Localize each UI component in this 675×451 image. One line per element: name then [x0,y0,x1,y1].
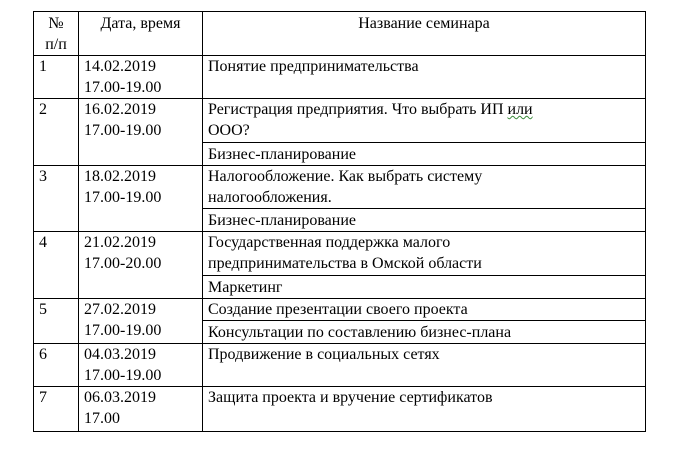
seminar-title [203,344,646,387]
seminar-schedule-table [33,11,646,432]
seminar-title-line: Продвижение в социальных сетях [208,346,440,363]
table-row [34,344,646,387]
seminar-title-line: Понятие предпринимательства [208,58,419,75]
table-row [34,56,646,99]
table-row [34,387,646,432]
seminar-title-line: Государственная поддержка малого [208,234,451,251]
table-row [34,99,646,143]
seminar-title-line: Налогообложение. Как выбрать систему [208,168,483,185]
seminar-title-line: Создание презентации своего проекта [208,301,468,318]
row-date: 27.02.2019 [84,301,156,318]
seminar-title [203,143,646,166]
row-date: 21.02.2019 [84,234,156,251]
row-number: 5 [34,299,79,344]
row-number: 7 [34,387,79,432]
header-date: Дата, время [79,12,203,56]
row-time: 17.00-19.00 [84,79,162,96]
seminar-title [203,276,646,299]
seminar-title [203,232,646,276]
seminar-title [203,387,646,432]
seminar-title-line: ООО? [208,122,250,139]
row-time: 17.00 [84,410,120,427]
seminar-title [203,321,646,344]
table-row [34,166,646,209]
seminar-title-line: Бизнес-планирование [208,146,357,163]
header-number-line-1: № [48,15,64,32]
row-time: 17.00-19.00 [84,122,162,139]
row-date: 18.02.2019 [84,168,156,185]
table-row [34,299,646,321]
seminar-title-line: Консультации по составлению бизнес-плана [208,324,512,341]
seminar-title-line [208,99,640,120]
row-time: 17.00-19.00 [84,367,162,384]
seminar-title [203,299,646,321]
row-date: 14.02.2019 [84,58,156,75]
row-number: 3 [34,166,79,232]
seminar-title-line: Бизнес-планирование [208,212,357,229]
row-datetime [79,232,203,299]
row-number: 6 [34,344,79,387]
seminar-title-line-text: Регистрация предприятия. Что выбрать ИП или [208,101,533,118]
table-header-row [34,12,646,56]
seminar-title [203,99,646,143]
row-number: 4 [34,232,79,299]
row-time: 17.00-20.00 [84,255,162,272]
row-date: 04.03.2019 [84,346,156,363]
seminar-title-line: налогообложения. [208,189,332,206]
header-number [34,12,79,56]
seminar-title [203,56,646,99]
seminar-title [203,209,646,232]
row-date: 16.02.2019 [84,101,156,118]
row-datetime [79,387,203,432]
row-time: 17.00-19.00 [84,189,162,206]
header-title: Название семинара [203,12,646,56]
row-time: 17.00-19.00 [84,322,162,339]
row-datetime [79,299,203,344]
row-date: 06.03.2019 [84,389,156,406]
header-number-line-2: п/п [45,36,67,53]
row-datetime [79,99,203,166]
table-row [34,232,646,276]
seminar-title-line: Маркетинг [208,279,283,296]
row-datetime [79,56,203,99]
row-datetime [79,166,203,232]
row-number: 2 [34,99,79,166]
seminar-title-line: предпринимательства в Омской области [208,255,482,272]
row-datetime [79,344,203,387]
seminar-title-line: Защита проекта и вручение сертификатов [208,389,493,406]
row-number: 1 [34,56,79,99]
seminar-title [203,166,646,209]
spellcheck-marked-word: или [507,101,533,118]
